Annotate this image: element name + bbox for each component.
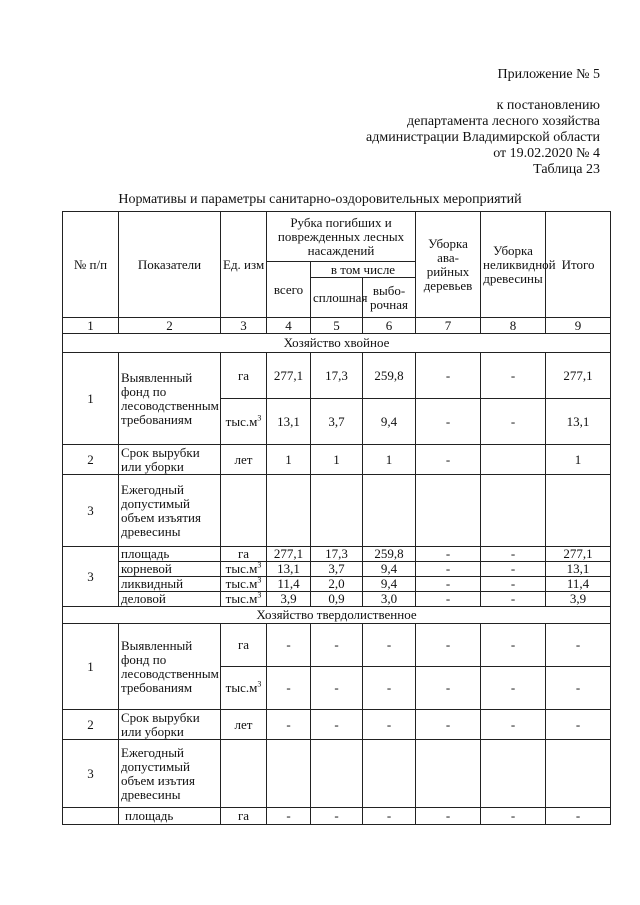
col-number: 1	[63, 318, 119, 334]
unit-cell: га	[221, 624, 267, 667]
value-cell: -	[416, 624, 481, 667]
indicator-label: Срок вырубки или уборки	[119, 445, 221, 475]
value-cell: -	[416, 808, 481, 825]
indicator-label: ликвидный	[119, 577, 221, 592]
value-cell: -	[481, 399, 546, 445]
value-cell: 0,9	[311, 592, 363, 607]
section-title: Хозяйство хвойное	[63, 334, 611, 353]
decree-line: департамента лесного хозяйства	[407, 114, 600, 129]
indicator-label: Выявленный фонд по лесоводственным требованиям	[119, 353, 221, 445]
unit-cell: га	[221, 353, 267, 399]
row-number: 2	[63, 445, 119, 475]
value-cell: 3,0	[363, 592, 416, 607]
value-cell: 2,0	[311, 577, 363, 592]
decree-line: от 19.02.2020 № 4	[493, 146, 600, 161]
value-cell: 9,4	[363, 577, 416, 592]
value-cell: -	[481, 667, 546, 710]
indicator-label: Ежегодный допустимый объем изътия древесины	[119, 740, 221, 808]
value-cell: -	[481, 710, 546, 740]
value-cell: -	[416, 577, 481, 592]
unit-cell: га	[221, 547, 267, 562]
col-number: 4	[267, 318, 311, 334]
col-number: 5	[311, 318, 363, 334]
value-cell: -	[481, 624, 546, 667]
col-number: 7	[416, 318, 481, 334]
table-number: Таблица 23	[533, 162, 600, 177]
value-cell: -	[416, 710, 481, 740]
value-cell: 13,1	[267, 562, 311, 577]
value-cell: -	[481, 577, 546, 592]
value-cell: -	[416, 445, 481, 475]
unit-cell: $тыс.м^3$	[221, 667, 267, 710]
value-cell: -	[416, 547, 481, 562]
value-cell: -	[311, 667, 363, 710]
indicator-label: площадь	[119, 808, 221, 825]
value-cell: 277,1	[546, 547, 611, 562]
decree-line: администрации Владимирской области	[366, 130, 600, 145]
unit-cell: $тыс.м^3$	[221, 592, 267, 607]
value-cell: -	[267, 710, 311, 740]
value-cell: -	[311, 710, 363, 740]
value-cell: -	[546, 710, 611, 740]
row-number: 1	[63, 353, 119, 445]
value-cell: 11,4	[267, 577, 311, 592]
col-number: 3	[221, 318, 267, 334]
decree-reference	[366, 98, 600, 178]
unit-cell: лет	[221, 710, 267, 740]
indicator-label: деловой	[119, 592, 221, 607]
col-number: 9	[546, 318, 611, 334]
value-cell	[481, 445, 546, 475]
value-cell: 1	[546, 445, 611, 475]
value-cell: 1	[267, 445, 311, 475]
unit-cell: $тыс.м^3$	[221, 562, 267, 577]
value-cell: -	[416, 592, 481, 607]
value-cell: -	[363, 667, 416, 710]
value-cell: -	[416, 667, 481, 710]
value-cell: -	[481, 562, 546, 577]
value-cell: -	[546, 667, 611, 710]
col-header-felling: Рубка погибших и поврежденных лесных насаждений	[267, 212, 416, 262]
value-cell: 13,1	[267, 399, 311, 445]
value-cell: -	[267, 667, 311, 710]
value-cell: -	[546, 624, 611, 667]
value-cell: 13,1	[546, 562, 611, 577]
row-number: 1	[63, 624, 119, 710]
value-cell: -	[481, 353, 546, 399]
value-cell: -	[481, 592, 546, 607]
value-cell: 3,7	[311, 562, 363, 577]
annex-label: Приложение № 5	[497, 67, 600, 82]
value-cell: -	[363, 808, 416, 825]
col-header-total-sub: всего	[267, 262, 311, 318]
col-header-num: № п/п	[63, 212, 119, 318]
unit-cell: $тыс.м^3$	[221, 577, 267, 592]
value-cell: 277,1	[267, 353, 311, 399]
value-cell: -	[363, 624, 416, 667]
value-cell: -	[481, 808, 546, 825]
value-cell: -	[311, 624, 363, 667]
row-number: 3	[63, 740, 119, 808]
col-number: 2	[119, 318, 221, 334]
value-cell: 17,3	[311, 353, 363, 399]
table-title: Нормативы и параметры санитарно-оздоровительных мероприятий	[118, 192, 522, 207]
row-number: 2	[63, 710, 119, 740]
value-cell: 13,1	[546, 399, 611, 445]
indicator-label: Ежегодный допустимый объем изъятия древесины	[119, 475, 221, 547]
value-cell: -	[363, 710, 416, 740]
value-cell: -	[311, 808, 363, 825]
col-header-total: Итого	[546, 212, 611, 318]
value-cell: 9,4	[363, 562, 416, 577]
value-cell: -	[267, 808, 311, 825]
unit-cell: лет	[221, 445, 267, 475]
col-number: 8	[481, 318, 546, 334]
col-header-including: в том числе	[311, 262, 416, 278]
unit-cell: $тыс.м^3$	[221, 399, 267, 445]
indicator-label: Выявленный фонд по лесоводственным требованиям	[119, 624, 221, 710]
col-header-unit: Ед. изм	[221, 212, 267, 318]
unit-cell: га	[221, 808, 267, 825]
col-header-indicators: Показатели	[119, 212, 221, 318]
value-cell: 1	[363, 445, 416, 475]
col-number: 6	[363, 318, 416, 334]
value-cell: -	[416, 399, 481, 445]
indicator-label: корневой	[119, 562, 221, 577]
value-cell: 277,1	[546, 353, 611, 399]
value-cell: -	[267, 624, 311, 667]
value-cell: 259,8	[363, 547, 416, 562]
value-cell: 17,3	[311, 547, 363, 562]
value-cell: 3,9	[267, 592, 311, 607]
indicator-label: Срок вырубки или уборки	[119, 710, 221, 740]
value-cell: 277,1	[267, 547, 311, 562]
value-cell: -	[481, 547, 546, 562]
value-cell: -	[416, 353, 481, 399]
section-title: Хозяйство твердолиственное	[63, 607, 611, 624]
col-header-selective: выбо-рочная	[363, 278, 416, 318]
col-header-cleanup-illiquid: Уборка неликвидной древесины	[481, 212, 546, 318]
value-cell: 3,9	[546, 592, 611, 607]
value-cell: 3,7	[311, 399, 363, 445]
decree-line: к постановлению	[496, 98, 600, 113]
row-number: 3	[63, 547, 119, 607]
col-header-clear: сплошная	[311, 278, 363, 318]
indicator-label: площадь	[119, 547, 221, 562]
value-cell: 11,4	[546, 577, 611, 592]
value-cell: 9,4	[363, 399, 416, 445]
col-header-cleanup-emergency: Уборка ава-рийных деревьев	[416, 212, 481, 318]
row-number: 3	[63, 475, 119, 547]
value-cell: -	[416, 562, 481, 577]
value-cell: 259,8	[363, 353, 416, 399]
norms-table	[62, 211, 611, 825]
value-cell: -	[546, 808, 611, 825]
value-cell: 1	[311, 445, 363, 475]
